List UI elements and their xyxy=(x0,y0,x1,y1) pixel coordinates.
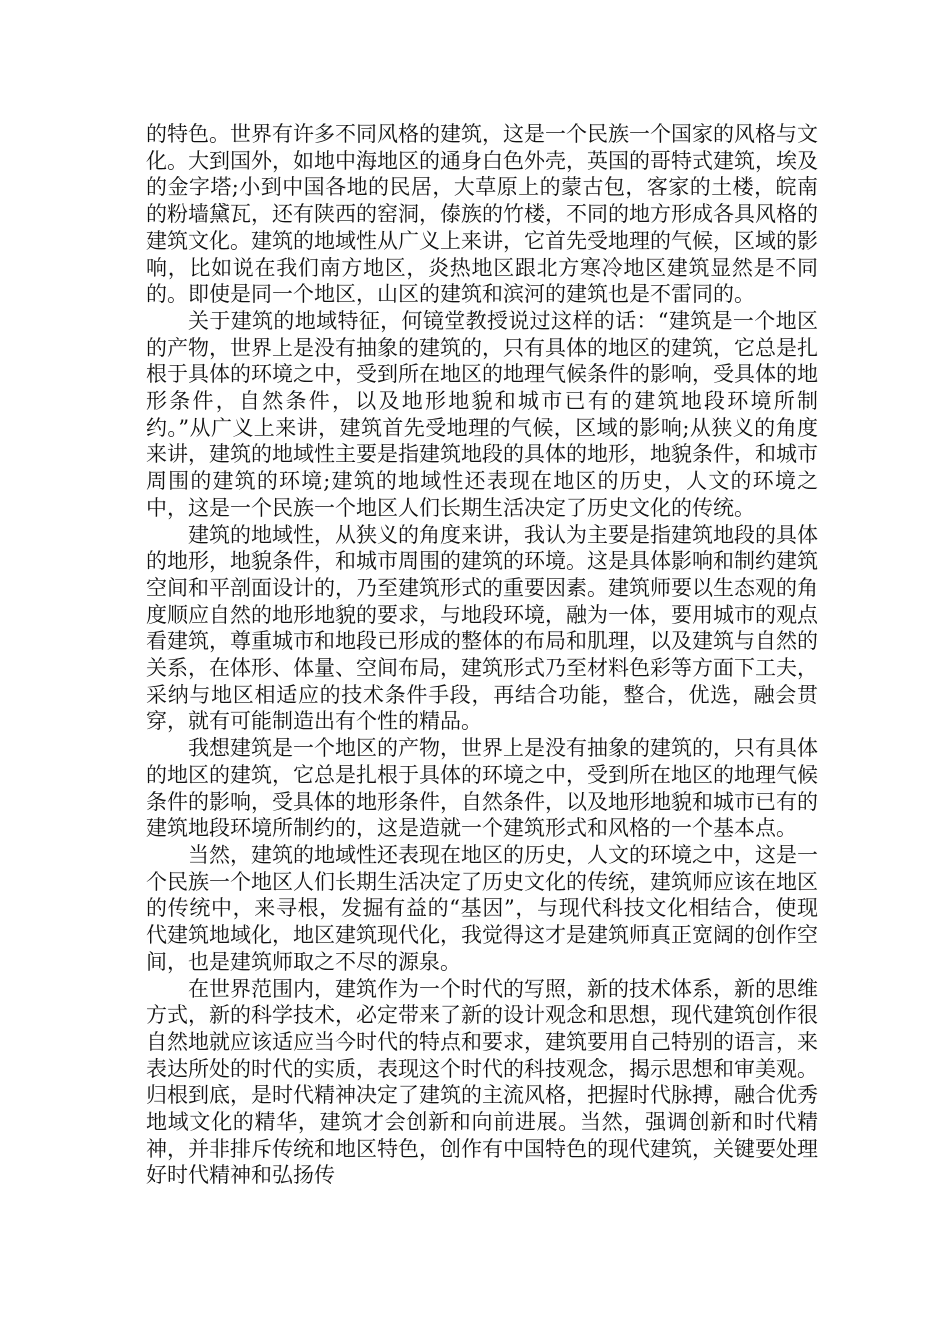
document-body xyxy=(146,121,818,1189)
paragraph-4: 我想建筑是一个地区的产物，世界上是没有抽象的建筑的，只有具体的地区的建筑，它总是扎根于具体的环境之中，受到所在地区的地理气候条件的影响，受具体的地形条件，自然条件，以及地形地貌和城市已有的建筑地段环境所制约的，这是造就一个建筑形式和风格的一个基本点。 xyxy=(146,736,818,841)
paragraph-6: 在世界范围内，建筑作为一个时代的写照，新的技术体系，新的思维方式，新的科学技术，必定带来了新的设计观念和思想，现代建筑创作很自然地就应该适应当今时代的特点和要求，建筑要用自己特别的语言，来表达所处的时代的实质，表现这个时代的科技观念，揭示思想和审美观。归根到底，是时代精神决定了建筑的主流风格，把握时代脉搏，融合优秀地域文化的精华，建筑才会创新和向前进展。当然，强调创新和时代精神，并非排斥传统和地区特色，创作有中国特色的现代建筑，关键要处理好时代精神和弘扬传 xyxy=(146,976,818,1188)
paragraph-3: 建筑的地域性，从狭义的角度来讲，我认为主要是指建筑地段的具体的地形，地貌条件，和城市周围的建筑的环境。这是具体影响和制约建筑空间和平剖面设计的，乃至建筑形式的重要因素。建筑师要以生态观的角度顺应自然的地形地貌的要求，与地段环境，融为一体，要用城市的观点看建筑，尊重城市和地段已形成的整体的布局和肌理，以及建筑与自然的关系，在体形、体量、空间布局，建筑形式乃至材料色彩等方面下工夫，采纳与地区相适应的技术条件手段，再结合功能，整合，优选，融会贯穿，就有可能制造出有个性的精品。 xyxy=(146,522,818,734)
paragraph-2: 关于建筑的地域特征，何镜堂教授说过这样的话：“建筑是一个地区的产物，世界上是没有抽象的建筑的，只有具体的地区的建筑，它总是扎根于具体的环境之中，受到所在地区的地理气候条件的影响，受具体的地形条件，自然条件，以及地形地貌和城市已有的建筑地段环境所制约。”从广义上来讲，建筑首先受地理的气候，区域的影响;从狭义的角度来讲，建筑的地域性主要是指建筑地段的具体的地形，地貌条件，和城市周围的建筑的环境;建筑的地域性还表现在地区的历史，人文的环境之中，这是一个民族一个地区人们长期生活决定了历史文化的传统。 xyxy=(146,308,818,520)
paragraph-5: 当然，建筑的地域性还表现在地区的历史，人文的环境之中，这是一个民族一个地区人们长期生活决定了历史文化的传统，建筑师应该在地区的传统中，来寻根，发掘有益的“基因”，与现代科技文化相结合，使现代建筑地域化，地区建筑现代化，我觉得这才是建筑师真正宽阔的创作空间，也是建筑师取之不尽的源泉。 xyxy=(146,842,818,974)
paragraph-1: 的特色。世界有许多不同风格的建筑，这是一个民族一个国家的风格与文化。大到国外，如地中海地区的通身白色外壳，英国的哥特式建筑，埃及的金字塔;小到中国各地的民居，大草原上的蒙古包，客家的土楼，皖南的粉墙黛瓦，还有陕西的窑洞，傣族的竹楼，不同的地方形成各具风格的建筑文化。建筑的地域性从广义上来讲，它首先受地理的气候，区域的影响，比如说在我们南方地区，炎热地区跟北方寒冷地区建筑显然是不同的。即使是同一个地区，山区的建筑和滨河的建筑也是不雷同的。 xyxy=(146,122,818,307)
